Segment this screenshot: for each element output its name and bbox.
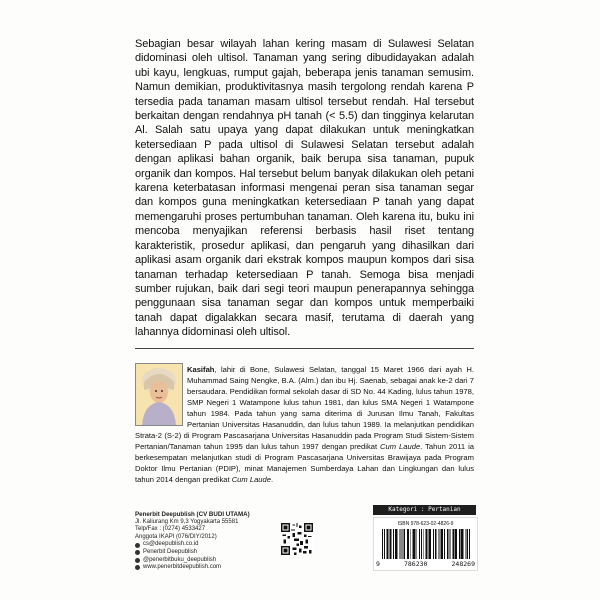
facebook-icon <box>135 550 140 555</box>
publisher-website[interactable]: www.penerbitdeepublish.com <box>135 564 285 572</box>
publisher-facebook[interactable]: Penerbit Deepublish <box>135 549 285 557</box>
author-name: Kasifah <box>187 365 215 374</box>
qr-code[interactable] <box>281 523 313 555</box>
publisher-phone: Telp/Fax : (0274) 4533427 <box>135 526 206 533</box>
publisher-ikapi: Anggota IKAPI (076/DIY/2012) <box>135 533 217 540</box>
barcode-digits: 9 786230 248269 <box>376 560 475 568</box>
author-biography: Kasifah, lahir di Bone, Sulawesi Selatan, tanggal 15 Maret 1966 dari ayah H. Muhammad Saing Nengke, B.A. (Alm.) dan ibu Hj. Saenab, sebagai anak ke-2 dari 7 bersaudara. Pendidikan formal sekolah dasar di SD No. 44 Kading, lulus tahun 1978, SMP Negeri 1 Watampone lulus tahun 1981, dan lulus SMA Negeri 1 Watampone tahun 1984. Pada tahun yang sama diterima di Jurusan Ilmu Tanah, Fakultas Pertanian Universitas Hasanuddin, dan lulus tahun 1989. Ia melanjutkan pendidikan Strata-2 (S-2) di Program Pascasarjana Universitas Hasanuddin pada Program Studi Sistem-Sistem Pertanian/Tanaman tahun 1995 dan lulus tahun 1997 dengan predikat Cum Laude. Tahun 2011 ia berkesempatan melanjutkan studi di Program Pascasarjana Universitas Brawijaya pada Program Doktor Ilmu Pertanian (PDIP), minat Manajemen Sumberdaya Lahan dan Lingkungan dan lulus tahun 2014 dengan predikat Cum Laude. <box>135 365 474 484</box>
publisher-name: Penerbit Deepublish (CV BUDI UTAMA) <box>135 511 250 518</box>
section-divider <box>135 348 474 349</box>
publisher-email[interactable]: cs@deepublish.co.id <box>135 541 285 549</box>
barcode-bars <box>382 529 470 559</box>
email-icon <box>135 543 140 548</box>
globe-icon <box>135 565 140 570</box>
book-synopsis: Sebagian besar wilayah lahan kering masam di Sulawesi Selatan didominasi oleh ultisol. Tanaman yang sering dibudidayakan adalah ubi kayu, lengkuas, rumput gajah, beberapa jenis tanaman semusim. Namun demikian, produktivitasnya masih tergolong rendah karena P tersedia pada tanaman masam ultisol tersebut rendah. Hal tersebut berkaitan dengan rendahnya pH tanah (< 5.5) dan tingginya kelarutan Al. Salah satu upaya yang dapat dilakukan untuk meningkatkan ketersediaan P pada ultisol di Sulawesi Selatan tersebut adalah dengan aplikasi bahan organik, baik berupa sisa tanaman, pupuk organik dan kompos. Hal tersebut belum banyak dilakukan oleh petani karena keterbatasan informasi mengenai peran sisa tanaman segar dan kompos guna meningkatkan ketersediaan P tanah yang dapat memengaruhi proses pertumbuhan tanaman. Oleh karena itu, buku ini mencoba menyajikan referensi berbasis hasil riset tentang karakteristik, prosedur aplikasi, dan pengaruh yang dihasilkan dari aplikasi asam organik dari ekstrak kompos maupun kompos dari sisa tanaman terhadap ketersediaan P tanah. Semoga bisa menjadi sumber rujukan, baik dari segi teori maupun penerapannya sehingga penggunaan sisa tanaman segar dan kompos untuk memperbaiki tanah dapat digalakkan secara masif, terutama di daerah yang lahannya didominasi oleh ultisol. <box>135 38 474 339</box>
category-label: Kategori : Pertanian <box>373 505 476 515</box>
isbn-number: ISBN 978-623-02-4826-9 <box>397 521 454 527</box>
publisher-address: Jl. Kaliurang Km 9,3 Yogyakarta 55581 <box>135 518 239 525</box>
isbn-barcode <box>373 517 478 571</box>
instagram-icon <box>135 558 140 563</box>
publisher-instagram[interactable]: @penerbitbuku_deepublish <box>135 557 285 565</box>
publisher-info <box>135 511 285 572</box>
